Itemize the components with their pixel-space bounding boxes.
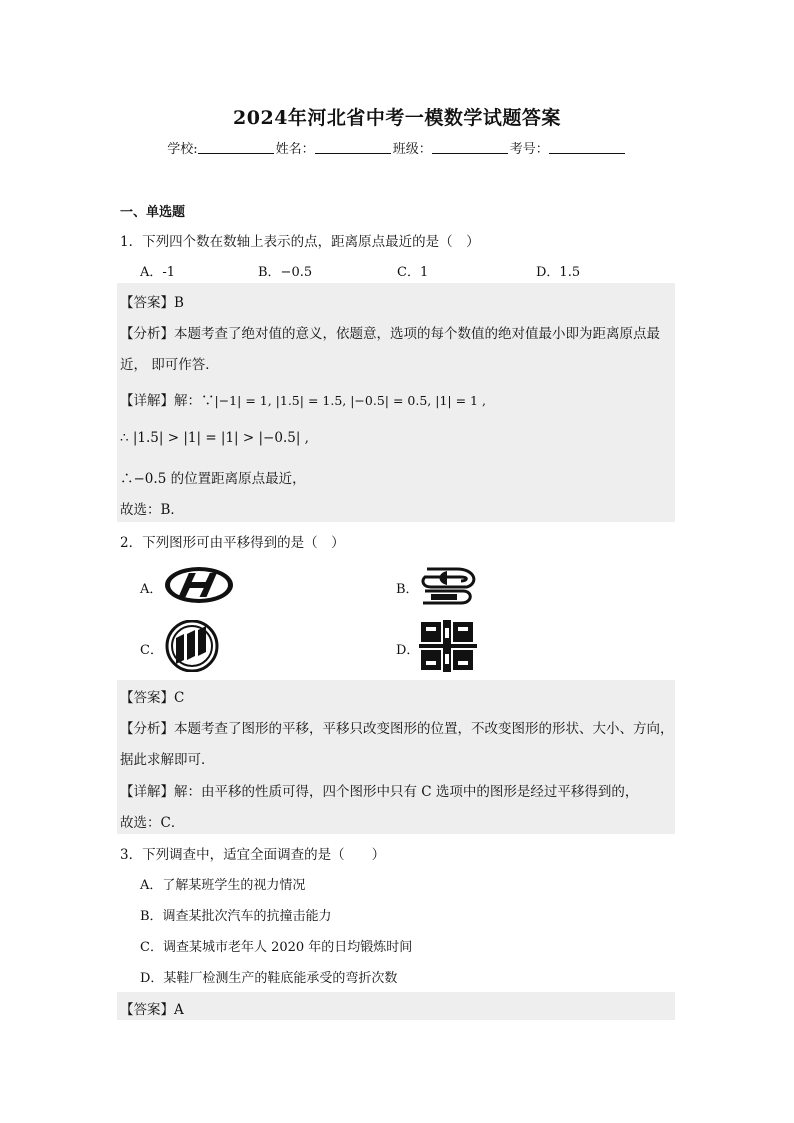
q2-stem: 2．下列图形可由平移得到的是（ ）: [120, 535, 345, 551]
buick-logo: [162, 620, 222, 672]
q3-option-d: D．某鞋厂检测生产的鞋底能承受的弯折次数: [140, 971, 398, 986]
class-blank[interactable]: [432, 141, 508, 154]
class-label: 班级：: [392, 142, 432, 157]
swirl-logo: [417, 561, 481, 609]
q2-analysis-2: 据此求解即可．: [120, 752, 215, 768]
q2-answer: 【答案】C: [120, 690, 185, 706]
q1-answer: 【答案】B: [120, 295, 184, 311]
school-blank[interactable]: [198, 141, 274, 154]
q2-label-a: A．: [140, 582, 163, 597]
q3-option-a: A．了解某班学生的视力情况: [140, 878, 306, 893]
q3-stem: 3．下列调查中，适宜全面调查的是（ ）: [120, 847, 386, 863]
q3-answer: 【答案】A: [120, 1002, 184, 1018]
q3-option-b: B．调查某批次汽车的抗撞击能力: [140, 909, 332, 924]
q2-choice: 故选：C．: [120, 815, 185, 831]
q1-option-b: B．−0.5: [258, 265, 313, 280]
q3-option-c: C．调查某城市老年人 2020 年的日均锻炼时间: [140, 940, 413, 955]
q1-detail-prefix: 【详解】解：∵: [120, 393, 215, 409]
hyundai-logo: [163, 565, 235, 605]
student-info-line: [0, 138, 794, 157]
q2-analysis-1: 【分析】本题考查了图形的平移，平移只改变图形的位置，不改变图形的形状、大小、方向，: [120, 721, 674, 737]
q1-option-c: C．1: [397, 265, 429, 280]
pattern-logo: [419, 620, 477, 672]
q1-detail-expr: |−1| = 1, |1.5| = 1.5, |−0.5| = 0.5, |1| = 1 ,: [214, 393, 486, 408]
exam-no-blank[interactable]: [549, 141, 625, 154]
document-title: 2024年河北省中考一模数学试题答案: [233, 107, 561, 129]
q1-line2: ∴ |1.5| > |1| = |1| > |−0.5| ,: [120, 430, 309, 446]
school-label: 学校:: [167, 142, 198, 157]
q1-line3: ∴−0.5 的位置距离原点最近，: [120, 471, 306, 487]
q1-option-a: A．-1: [140, 265, 176, 280]
q1-analysis-2: 近， 即可作答．: [120, 357, 219, 373]
q2-label-d: D．: [396, 643, 420, 658]
q1-detail: [120, 389, 486, 409]
q2-label-b: B．: [396, 582, 419, 597]
q2-detail: 【详解】解：由平移的性质可得，四个图形中只有 C 选项中的图形是经过平移得到的，: [120, 784, 639, 800]
q1-stem: 1．下列四个数在数轴上表示的点，距离原点最近的是（ ）: [120, 234, 480, 250]
section-heading: 一、单选题: [120, 205, 186, 220]
name-label: 姓名：: [275, 142, 315, 157]
name-blank[interactable]: [315, 141, 391, 154]
q1-choice: 故选：B．: [120, 502, 184, 518]
q1-analysis-1: 【分析】本题考查了绝对值的意义，依题意，选项的每个数值的绝对值最小即为距离原点最: [120, 326, 660, 342]
q2-label-c: C．: [140, 643, 163, 658]
q3-answer-block: [117, 992, 675, 1020]
q1-option-d: D．1.5: [536, 265, 581, 280]
exam-no-label: 考号：: [509, 142, 549, 157]
